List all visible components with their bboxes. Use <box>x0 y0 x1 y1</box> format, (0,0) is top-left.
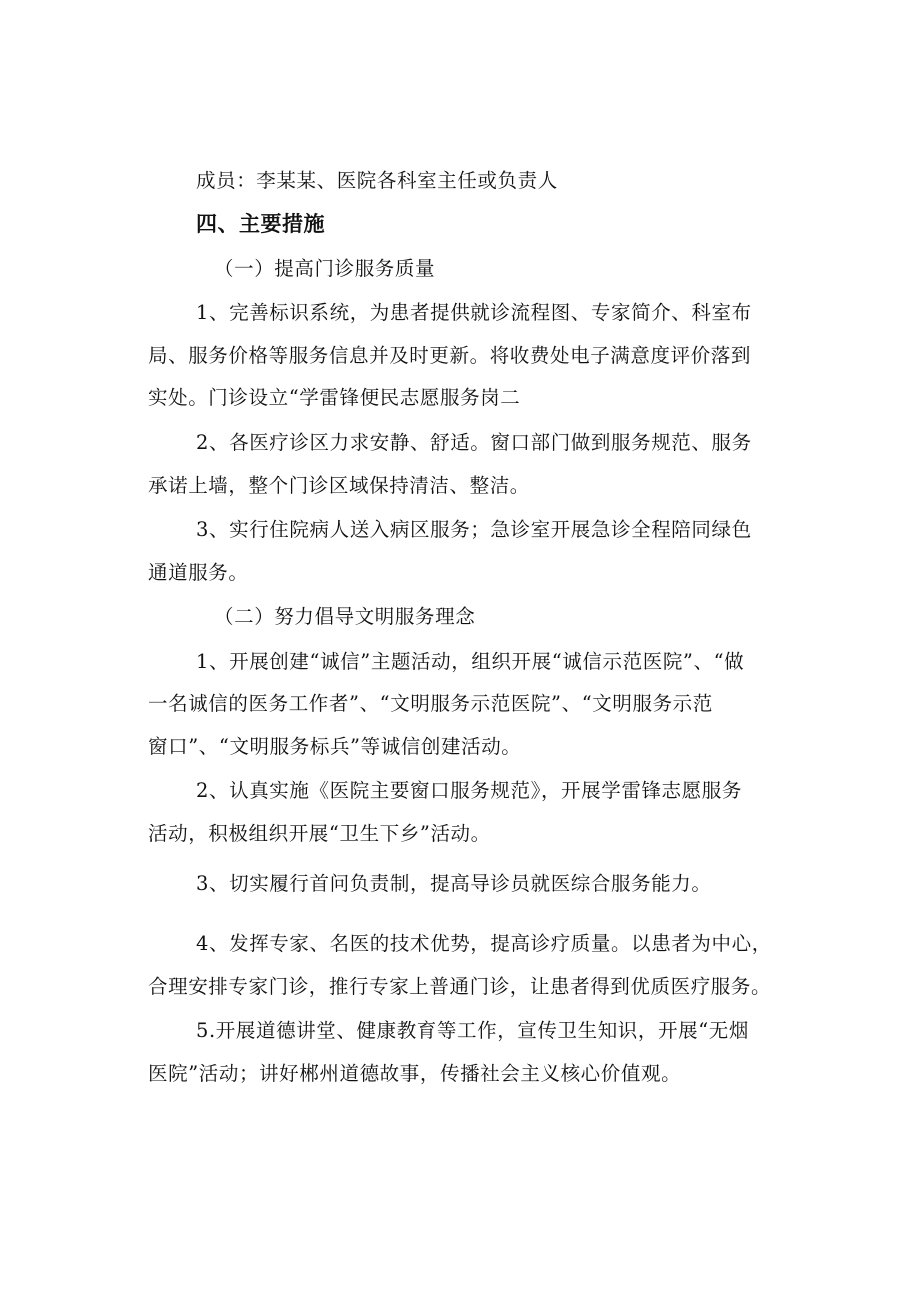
paragraph-line: 1、开展创建“诚信”主题活动，组织开展“诚信示范医院”、“做 <box>196 650 745 673</box>
paragraph-line: 2、认真实施《医院主要窗口服务规范》，开展学雷锋志愿服务 <box>196 779 742 802</box>
paragraph-line: 活动，积极组织开展“卫生下乡”活动。 <box>148 822 491 845</box>
paragraph-line: 4、发挥专家、名医的技术优势，提高诊疗质量。以患者为中心， <box>196 932 772 955</box>
members-line: 成员：李某某、医院各科室主任或负责人 <box>196 169 558 192</box>
section-heading: 四、主要措施 <box>196 212 325 236</box>
paragraph-line: 合理安排专家门诊，推行专家上普通门诊，让患者得到优质医疗服务。 <box>148 975 772 998</box>
paragraph-line: 通道服务。 <box>148 561 249 584</box>
paragraph-line: 承诺上墙，整个门诊区域保持清洁、整洁。 <box>148 474 530 497</box>
subsection-title: （一）提高门诊服务质量 <box>214 257 436 280</box>
paragraph-line: 局、服务价格等服务信息并及时更新。将收费处电子满意度评价落到 <box>148 344 752 367</box>
paragraph-line: 1、完善标识系统，为患者提供就诊流程图、专家简介、科室布 <box>196 301 752 324</box>
subsection-title: （二）努力倡导文明服务理念 <box>214 605 476 628</box>
paragraph-line: 3、实行住院病人送入病区服务；急诊室开展急诊全程陪同绿色 <box>196 518 752 541</box>
paragraph-line: 2、各医疗诊区力求安静、舒适。窗口部门做到服务规范、服务 <box>196 431 752 454</box>
paragraph-line: 实处。门诊设立“学雷锋便民志愿服务岗二 <box>148 386 521 409</box>
paragraph-line: 3、切实履行首问负责制，提高导诊员就医综合服务能力。 <box>196 872 712 895</box>
paragraph-line: 医院”活动；讲好郴州道德故事，传播社会主义核心价值观。 <box>148 1062 682 1085</box>
paragraph-line: 5.开展道德讲堂、健康教育等工作，宣传卫生知识，开展“无烟 <box>196 1019 749 1042</box>
paragraph-line: 窗口”、“文明服务标兵”等诚信创建活动。 <box>148 735 522 758</box>
paragraph-line: 一名诚信的医务工作者”、“文明服务示范医院”、“文明服务示范 <box>148 692 713 715</box>
